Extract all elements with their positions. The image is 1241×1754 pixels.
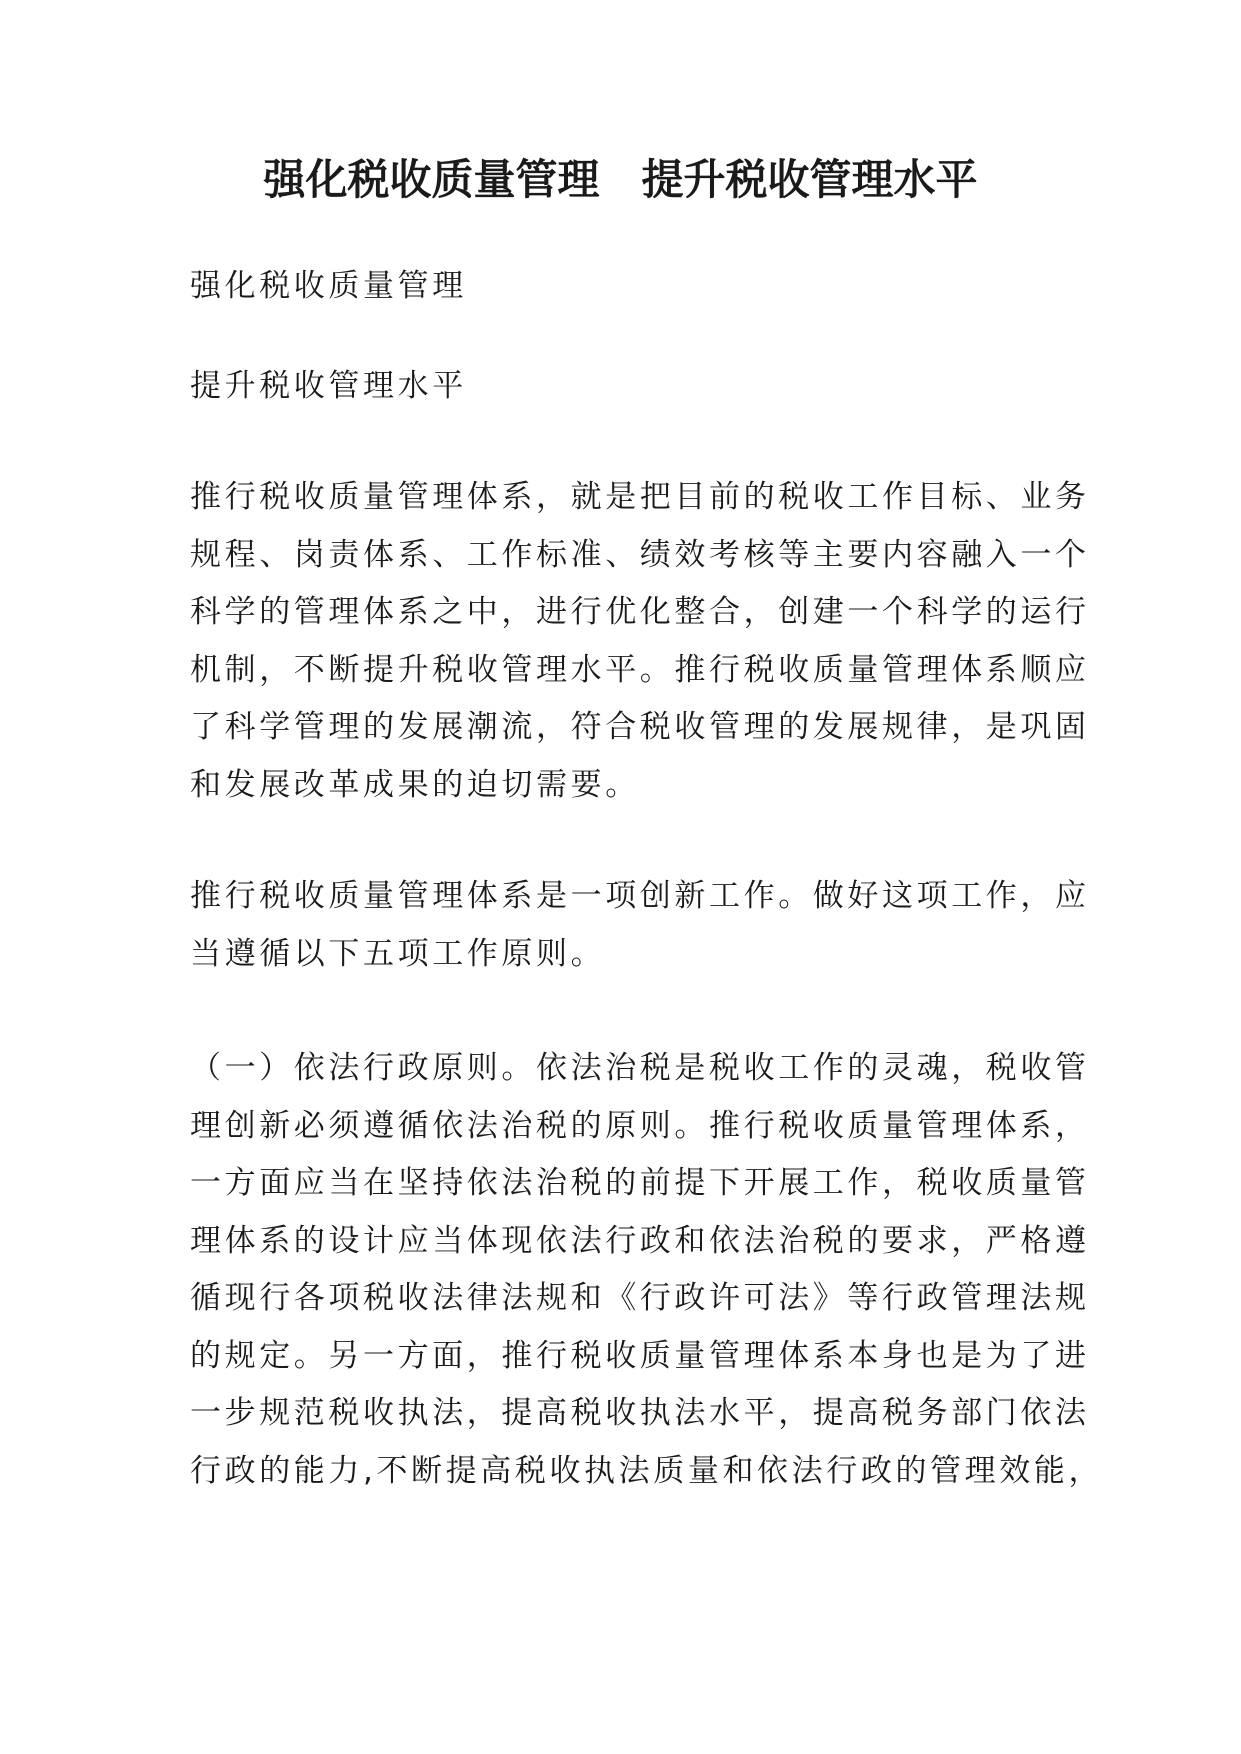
text-line: 一方面应当在坚持依法治税的前提下开展工作，税收质量管 bbox=[190, 1165, 1090, 1201]
text-line: 机制，不断提升税收管理水平。推行税收质量管理体系顺应 bbox=[190, 651, 1090, 688]
document-title: 强化税收质量管理 提升税收管理水平 bbox=[263, 155, 978, 204]
text-line: （一）依法行政原则。依法治税是税收工作的灵魂，税收管 bbox=[190, 1050, 1090, 1086]
text-line: 规程、岗责体系、工作标准、绩效考核等主要内容融入一个 bbox=[190, 536, 1090, 573]
text-line: 的规定。另一方面，推行税收质量管理体系本身也是为了进 bbox=[190, 1337, 1090, 1374]
text-line: 推行税收质量管理体系，就是把目前的税收工作目标、业务 bbox=[190, 479, 1090, 515]
text-line: 一步规范税收执法，提高税收执法水平，提高税务部门依法 bbox=[190, 1395, 1090, 1431]
text-line: 了科学管理的发展潮流，符合税收管理的发展规律，是巩固 bbox=[190, 709, 1090, 745]
text-line: 提升税收管理水平 bbox=[190, 368, 467, 404]
paragraph-principles bbox=[190, 868, 1090, 983]
paragraph-subtitle-1 bbox=[190, 258, 1060, 316]
text-line: 行政的能力,不断提高税收执法质量和依法行政的管理效能， bbox=[190, 1452, 1104, 1489]
text-line: 和发展改革成果的迫切需要。 bbox=[190, 766, 640, 803]
text-line: 推行税收质量管理体系是一项创新工作。做好这项工作，应 bbox=[190, 878, 1090, 914]
text-line: 科学的管理体系之中，进行优化整合，创建一个科学的运行 bbox=[190, 594, 1090, 630]
text-line: 强化税收质量管理 bbox=[190, 268, 467, 304]
text-line: 理创新必须遵循依法治税的原则。推行税收质量管理体系， bbox=[190, 1107, 1090, 1144]
text-line: 当遵循以下五项工作原则。 bbox=[190, 935, 606, 972]
text-line: 循现行各项税收法律法规和《行政许可法》等行政管理法规 bbox=[190, 1280, 1090, 1316]
paragraph-principle-one bbox=[190, 1040, 1104, 1500]
paragraph-subtitle-2 bbox=[190, 358, 1060, 416]
text-line: 理体系的设计应当体现依法行政和依法治税的要求，严格遵 bbox=[190, 1222, 1090, 1259]
paragraph-intro bbox=[190, 469, 1090, 814]
